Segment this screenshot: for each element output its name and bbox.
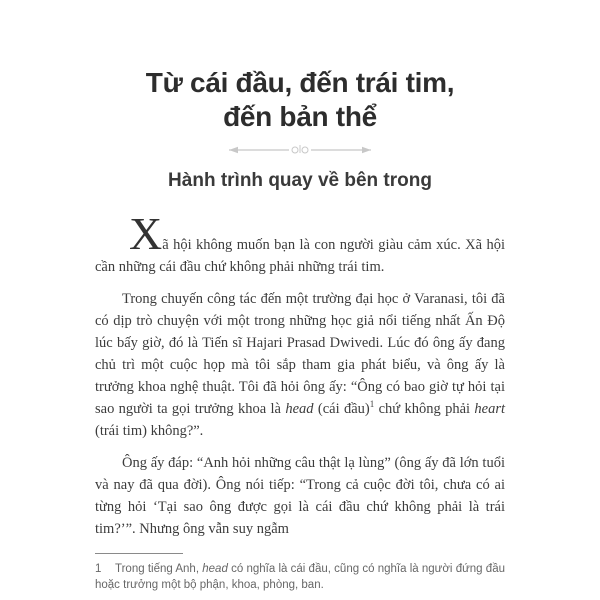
chapter-title-line2: đến bản thể <box>223 101 377 132</box>
body-paragraphs <box>95 208 505 540</box>
footnote-text: Trong tiếng Anh, head có nghĩa là cái đầu, cũng có nghĩa là người đứng đầu hoặc trưởng một bộ phận, khoa, phòng, ban. <box>95 563 505 591</box>
chapter-title-line1: Từ cái đầu, đến trái tim, <box>145 67 455 98</box>
chapter-title <box>95 66 505 134</box>
paragraph: Trong chuyến công tác đến một trường đại học ở Varanasi, tôi đã có dịp trò chuyện với một trong những học giả nổi tiếng nhất Ấn Độ lúc bấy giờ, đó là Tiến sĩ Hajari Prasad Dwivedi. Lúc đó ông ấy đang chủ trì một cuộc họp mà tôi sắp tham gia phát biểu, và ông ấy là trưởng khoa nghệ thuật. Tôi đã hỏi ông ấy: “Ông có bao giờ tự hỏi tại sao người ta gọi trưởng khoa là head (cái đầu)$^1$ chứ không phải heart (trái tim) không?”. <box>95 291 505 439</box>
footnote-marker: 1 <box>95 563 102 575</box>
paragraph: Ông ấy đáp: “Anh hỏi những câu thật lạ lùng” (ông ấy đã lớn tuổi và nay đã qua đời). Ông nói tiếp: “Trong cả cuộc đời tôi, chưa có ai từng hỏi ‘Tại sao ông được gọi là cái đầu chứ không phải là trái tim?’”. Nhưng ông vẫn suy ngẫm <box>95 455 505 537</box>
paragraph: Xã hội không muốn bạn là con người giàu cảm xúc. Xã hội cần những cái đầu chứ không phải những trái tim. <box>95 208 505 275</box>
chapter-subtitle: Hành trình quay về bên trong <box>168 170 432 191</box>
footnote-rule <box>95 553 183 554</box>
footnote <box>95 561 505 593</box>
divider-ornament-icon <box>95 143 505 157</box>
dropcap-letter: X <box>129 208 163 259</box>
